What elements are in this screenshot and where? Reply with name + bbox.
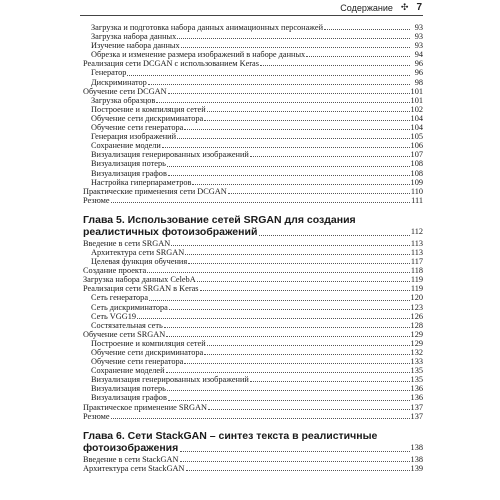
toc-entry-page: 102 [410,104,423,114]
toc-entry-title: Резюме [83,195,110,205]
toc-entry-title: Введение в сети SRGAN [83,238,171,248]
toc-group-chapter-4 [83,23,423,205]
dot-leader [324,29,410,30]
toc-entry-title: Генератор [91,68,127,78]
chapter-page-number: 112 [410,227,423,237]
toc-entry-page: 120 [410,293,423,303]
toc-entry [83,330,423,339]
toc-entry-title: Визуализация потерь [91,159,166,169]
toc-entry-page: 129 [410,329,423,339]
toc-entry [83,68,423,77]
toc-entry [83,59,423,68]
dot-leader [306,56,410,57]
toc-entry [83,23,423,32]
toc-entry [83,455,423,464]
toc-entry-page: 94 [414,50,423,60]
toc-entry-page: 104 [410,113,423,123]
toc-entry [83,293,423,302]
toc-entry-page: 106 [410,141,423,151]
toc-entry-page: 128 [410,320,423,330]
toc-entry-page: 93 [414,23,423,32]
dot-leader [260,65,410,66]
header-rule [80,15,423,16]
dot-leader [184,129,409,130]
dot-leader [200,290,410,291]
dot-leader [228,193,410,194]
chapter-title-line: фотоизображения [83,442,179,455]
chapter-page-number: 138 [410,443,423,453]
toc-entry-title: Построение и компиляция сетей [91,338,206,348]
toc-entry-title: Визуализация генерированных изображений [91,150,249,160]
dot-leader [164,327,410,328]
toc-entry-page: 118 [410,266,423,276]
chapter-title-line: Глава 5. Использование сетей SRGAN для создания [83,213,356,226]
toc-entry-title: Настройка гиперпараметров [91,177,192,187]
toc-entry [83,348,423,357]
dot-leader [177,138,409,139]
dot-leader [192,184,409,185]
toc-entry [83,403,423,412]
dot-leader [111,202,410,203]
toc-entry [83,393,423,402]
dot-leader [250,381,410,382]
dot-leader [207,345,410,346]
toc-entry-title: Обучение сети DCGAN [83,86,167,96]
toc-entry [83,257,423,266]
toc-entry [83,303,423,312]
table-of-contents [83,23,423,473]
dot-leader [250,156,410,157]
toc-entry-title: Состязательная сеть [91,320,163,330]
toc-entry-page: 108 [410,168,423,178]
toc-entry-title: Загрузка образцов [91,95,156,105]
dot-leader [184,363,409,364]
toc-entry-page: 117 [410,257,423,267]
toc-entry [83,321,423,330]
toc-entry [83,132,423,141]
toc-entry-title: Сеть генератора [91,293,149,303]
toc-entry [83,32,423,41]
dot-leader [156,102,409,103]
toc-entry [83,248,423,257]
toc-entry-title: Обрезка и изменение размера изображений в наборе данных [91,50,306,60]
toc-entry-page: 111 [411,195,423,205]
dot-leader [180,461,410,462]
toc-entry [83,375,423,384]
toc-entry-page: 110 [410,186,423,196]
toc-entry [83,78,423,87]
toc-entry-page: 129 [410,338,423,348]
toc-entry [83,123,423,132]
toc-entry-title: Построение и компиляция сетей [91,104,206,114]
dot-leader [180,451,409,452]
toc-entry-title: Реализация сети SRGAN в Keras [83,284,199,294]
dot-leader [147,272,410,273]
toc-entry-title: Загрузка набора данных [91,32,177,42]
toc-entry-page: 96 [414,59,423,69]
toc-entry [83,96,423,105]
toc-entry-page: 109 [410,177,423,187]
dot-leader [148,84,410,85]
toc-entry [83,384,423,393]
toc-entry-page: 136 [410,384,423,394]
running-header [340,2,422,13]
toc-entry [83,239,423,248]
toc-entry-page: 123 [410,302,423,312]
toc-entry-title: Визуализация потерь [91,384,166,394]
toc-entry-page: 104 [410,123,423,133]
toc-entry-page: 126 [410,311,423,321]
chapter-title-line: Глава 6. Сети StackGAN – синтез текста в реалистичные [83,429,378,442]
toc-entry-title: Обучение сети генератора [91,357,184,367]
toc-entry-title: Изучение набора данных [91,41,180,51]
toc-entry-title: Генерация изображений [91,132,177,142]
dot-leader [185,254,410,255]
toc-entry [83,87,423,96]
dot-leader [171,245,410,246]
toc-entry-title: Введение в сети StackGAN [83,454,179,464]
dot-leader [208,409,410,410]
dot-leader [207,111,410,112]
toc-entry-page: 132 [410,348,423,357]
toc-entry-title: Сохранение моделей [91,366,165,376]
dot-leader [188,263,410,264]
toc-entry-page: 137 [410,411,423,421]
toc-entry [83,464,423,473]
toc-entry-title: Визуализация графов [91,393,167,403]
toc-entry-title: Сохранение модели [91,141,161,151]
toc-entry [83,150,423,159]
toc-entry-page: 113 [410,247,423,257]
dot-leader [169,309,410,310]
toc-entry-page: 138 [410,454,423,464]
dot-leader [166,336,409,337]
toc-entry-page: 135 [410,375,423,385]
toc-entry-title: Визуализация генерированных изображений [91,375,249,385]
toc-entry [83,366,423,375]
toc-entry-title: Практические применения сети DCGAN [83,186,227,196]
dot-leader [186,470,410,471]
toc-entry-title: Визуализация графов [91,168,167,178]
toc-entry-title: Практическое применение SRGAN [83,402,208,412]
toc-group-chapter-5 [83,239,423,421]
toc-entry-page: 96 [414,68,423,78]
toc-entry [83,178,423,187]
toc-entry [83,41,423,50]
dot-leader [167,390,410,391]
dot-leader [111,418,410,419]
toc-entry-page: 101 [410,95,423,105]
dot-leader [127,75,410,76]
dot-leader [149,300,410,301]
toc-entry-page: 139 [410,463,423,473]
toc-entry-title: Резюме [83,411,110,421]
toc-entry [83,412,423,421]
dot-leader [162,147,410,148]
toc-entry-title: Архитектура сети StackGAN [83,463,185,473]
toc-entry [83,339,423,348]
toc-entry-title: Сеть VGG19 [91,311,137,321]
toc-entry-title: Обучение сети дискриминатора [91,348,204,357]
dot-leader [137,318,409,319]
toc-entry-page: 108 [410,159,423,169]
dot-leader [197,281,410,282]
dot-leader [167,166,410,167]
dot-leader [259,235,409,236]
chapter-6-heading [83,430,423,455]
ornament-icon: ✣ [400,2,409,12]
toc-entry [83,50,423,59]
toc-entry-title: Реализация сети DCGAN с использованием Keras [83,59,259,69]
toc-entry-page: 98 [414,77,423,87]
chapter-5-heading [83,214,423,239]
toc-entry [83,159,423,168]
dot-leader [168,93,410,94]
toc-entry-title: Загрузка и подготовка набора данных анимационных персонажей [91,23,324,32]
dot-leader [177,38,410,39]
toc-entry-title: Дискриминатор [91,77,147,87]
toc-entry-title: Целевая функция обучения [91,257,188,267]
toc-group-chapter-6 [83,455,423,473]
toc-entry-title: Обучение сети дискриминатора [91,113,204,123]
toc-entry-page: 107 [410,150,423,160]
toc-entry [83,169,423,178]
chapter-title-line: реалистичных фотоизображений [83,226,258,239]
toc-entry [83,187,423,196]
section-title: Содержание [340,2,393,13]
toc-entry-page: 135 [410,366,423,376]
page-number: 7 [416,2,422,13]
dot-leader [204,354,409,355]
toc-entry-page: 119 [410,275,423,285]
toc-entry-page: 105 [410,132,423,142]
toc-entry-page: 119 [410,284,423,294]
toc-entry-page: 93 [414,41,423,51]
toc-entry [83,141,423,150]
toc-entry-page: 113 [410,238,423,248]
toc-entry [83,105,423,114]
toc-entry [83,357,423,366]
toc-entry [83,196,423,205]
toc-entry-page: 133 [410,357,423,367]
toc-entry-title: Создание проекта [83,266,147,276]
toc-entry-title: Сеть дискриминатора [91,302,168,312]
toc-entry-page: 101 [410,86,423,96]
toc-entry-page: 136 [410,393,423,403]
dot-leader [168,175,410,176]
toc-entry [83,266,423,275]
dot-leader [204,120,409,121]
dot-leader [181,47,410,48]
toc-entry-title: Загрузка набора данных CelebA [83,275,196,285]
toc-entry-page: 137 [410,402,423,412]
dot-leader [166,372,410,373]
toc-entry-title: Архитектура сети SRGAN [91,247,185,257]
toc-entry [83,312,423,321]
toc-entry [83,284,423,293]
toc-entry [83,275,423,284]
toc-entry [83,114,423,123]
dot-leader [168,400,410,401]
toc-entry-page: 93 [414,32,423,42]
toc-entry-title: Обучение сети SRGAN [83,329,166,339]
toc-entry-title: Обучение сети генератора [91,123,184,133]
